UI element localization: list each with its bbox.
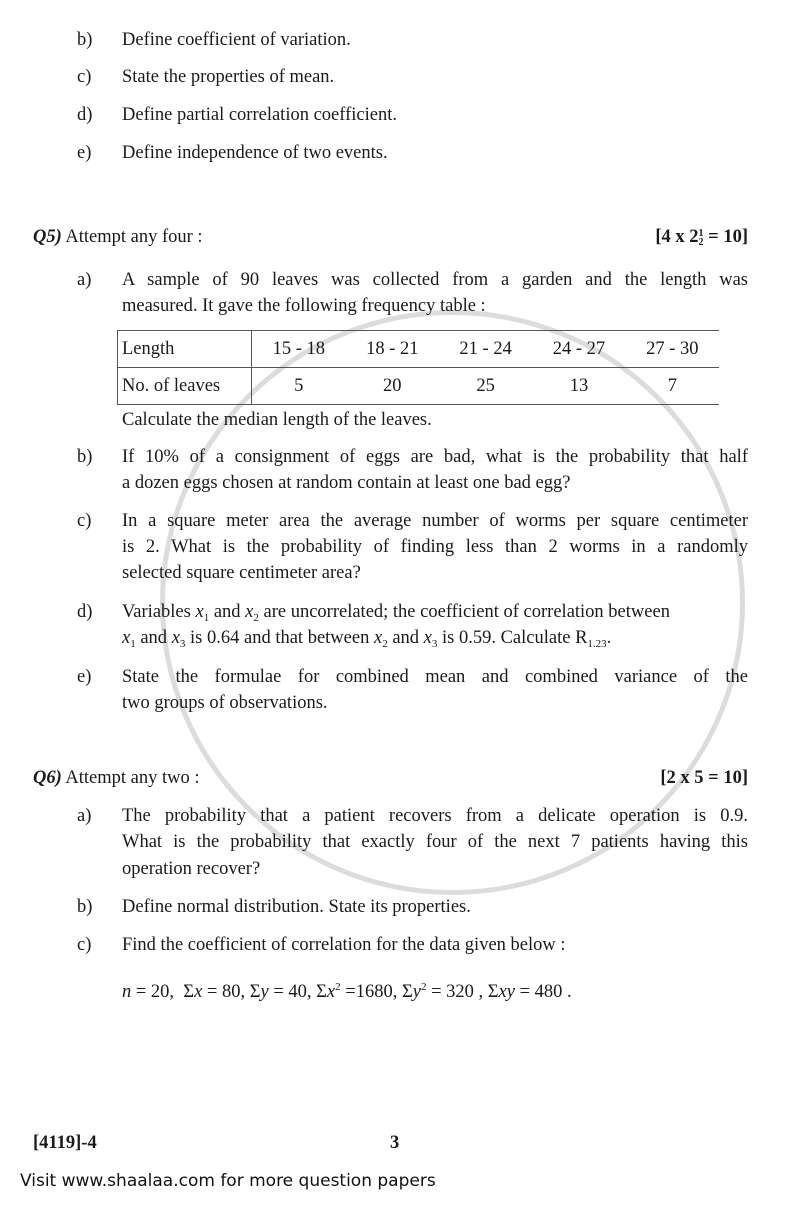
q6-marks: [2 x 5 = 10] (660, 768, 748, 788)
item-text: If 10% of a consignment of eggs are bad, what is the probability that half (122, 447, 748, 467)
frac-num: 1 (698, 227, 704, 239)
text: =1680, Σ (340, 982, 413, 1002)
item-text (122, 601, 748, 623)
item-text: Define coefficient of variation. (122, 30, 351, 50)
item-label: a) (77, 806, 92, 826)
item-label: d) (77, 105, 93, 125)
item-text: Define normal distribution. State its properties. (122, 897, 471, 917)
q5-heading (33, 226, 203, 248)
marks-suffix: = 10] (708, 227, 748, 247)
item-text: In a square meter area the average number of worms per square centimeter (122, 511, 748, 531)
fraction (699, 229, 704, 247)
var: x (195, 602, 204, 622)
table-row (118, 331, 720, 368)
frequency-table (117, 330, 719, 405)
text: is 0.64 and that between (185, 628, 374, 648)
item-label: b) (77, 897, 93, 917)
item-text: a dozen eggs chosen at random contain at least one bad egg? (122, 473, 571, 493)
sub: 2 (382, 638, 388, 650)
table-header: Length (118, 331, 252, 368)
sub: 3 (431, 638, 438, 650)
item-text: is 2. What is the probability of finding less than 2 worms in a randomly (122, 537, 748, 557)
text: and (135, 628, 172, 648)
sup: 2 (420, 980, 427, 993)
formula (122, 981, 748, 1003)
text: = 80, Σ (202, 982, 261, 1002)
item-label: e) (77, 667, 92, 687)
table-cell: 13 (532, 368, 625, 405)
q6-number: Q6) (33, 768, 62, 788)
text: = 40, Σ (268, 982, 327, 1002)
item-label: a) (77, 270, 92, 290)
item-label: c) (77, 67, 92, 87)
text: is 0.59. Calculate R (437, 628, 588, 648)
sup: 2 (335, 980, 341, 993)
item-text: two groups of observations. (122, 693, 328, 713)
item-text: Calculate the median length of the leaves. (122, 410, 432, 430)
table-cell: 15 - 18 (252, 331, 346, 368)
var: xy (498, 982, 515, 1002)
sub: 1 (130, 638, 136, 650)
item-text: State the formulae for combined mean and combined variance of the (122, 667, 748, 687)
q6-heading (33, 767, 200, 789)
text: = 320 , Σ (426, 982, 499, 1002)
text: . (606, 628, 612, 648)
table-cell: 7 (626, 368, 719, 405)
item-text: selected square centimeter area? (122, 563, 361, 583)
item-label: b) (77, 30, 93, 50)
sub: 1.23 (587, 638, 607, 650)
table-cell: 27 - 30 (626, 331, 719, 368)
text: are uncorrelated; the coefficient of correlation between (258, 602, 670, 622)
q5-number: Q5) (33, 227, 62, 247)
text: = 480 . (514, 982, 572, 1002)
item-label: d) (77, 602, 93, 622)
q6-instruction: Attempt any two : (65, 768, 200, 788)
sub: 3 (179, 638, 186, 650)
var: x (122, 628, 131, 648)
sub: 2 (253, 612, 259, 624)
table-row (118, 368, 720, 405)
item-text: The probability that a patient recovers from a delicate operation is 0.9. (122, 806, 748, 826)
item-label: e) (77, 143, 92, 163)
var: y (412, 982, 421, 1002)
item-text: operation recover? (122, 859, 261, 879)
page-number: 3 (390, 1133, 400, 1153)
promo-link[interactable]: Visit www.shaalaa.com for more question papers (20, 1171, 436, 1191)
item-text (122, 627, 748, 649)
table-header: No. of leaves (118, 368, 252, 405)
var: x (373, 628, 383, 648)
q5-instruction: Attempt any four : (65, 227, 203, 247)
marks-prefix: [4 x 2 (655, 227, 699, 247)
var: x (326, 982, 336, 1002)
item-text: A sample of 90 leaves was collected from a garden and the length was (122, 270, 748, 290)
table-cell: 24 - 27 (532, 331, 625, 368)
paper-code: [4119]-4 (33, 1133, 97, 1153)
item-text: Define partial correlation coefficient. (122, 105, 397, 125)
table-cell: 18 - 21 (346, 331, 439, 368)
var: x (245, 602, 254, 622)
var: y (260, 982, 269, 1002)
table-cell: 21 - 24 (439, 331, 532, 368)
frac-den: 2 (698, 236, 704, 248)
table-cell: 5 (252, 368, 346, 405)
text: = 20, Σ (131, 982, 195, 1002)
item-text: Find the coefficient of correlation for the data given below : (122, 935, 566, 955)
table-cell: 25 (439, 368, 532, 405)
item-label: c) (77, 935, 92, 955)
item-text: State the properties of mean. (122, 67, 335, 87)
var: x (171, 628, 180, 648)
text: and (387, 628, 424, 648)
item-label: c) (77, 511, 92, 531)
item-text: Define independence of two events. (122, 143, 388, 163)
item-label: b) (77, 447, 93, 467)
text: and (209, 602, 246, 622)
text: Variables (122, 602, 196, 622)
var: n (122, 982, 132, 1002)
q5-marks (655, 226, 748, 248)
sub: 1 (203, 612, 210, 624)
item-text: measured. It gave the following frequency table : (122, 296, 486, 316)
var: x (423, 628, 432, 648)
var: x (194, 982, 203, 1002)
item-text: What is the probability that exactly four of the next 7 patients having this (122, 832, 748, 852)
table-cell: 20 (346, 368, 439, 405)
